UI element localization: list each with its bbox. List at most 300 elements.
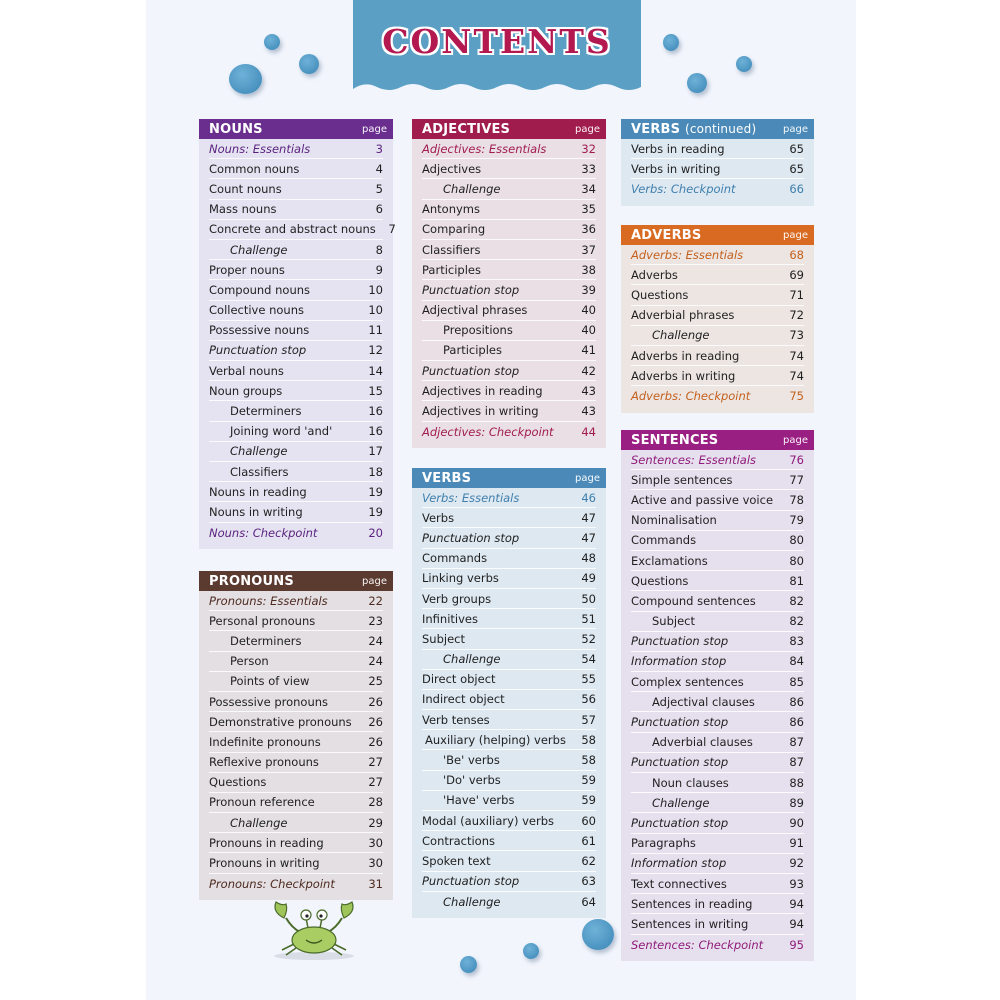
toc-entry[interactable] <box>422 361 596 381</box>
toc-entry[interactable] <box>209 631 383 651</box>
toc-entry-page: 61 <box>581 833 596 848</box>
page-column-label: page <box>783 434 808 446</box>
toc-entry-page: 51 <box>581 611 596 626</box>
section-adjectives <box>412 119 606 448</box>
toc-entry-label: Antonyms <box>422 202 480 217</box>
toc-entry-label: 'Have' verbs <box>443 793 515 808</box>
wave-edge <box>353 81 641 93</box>
toc-entry-label: Spoken text <box>422 853 491 868</box>
toc-entry[interactable] <box>422 260 596 280</box>
toc-entry[interactable] <box>631 935 804 955</box>
toc-entry[interactable] <box>631 139 804 159</box>
toc-entry-page: 26 <box>368 714 383 729</box>
toc-entry[interactable] <box>631 834 804 854</box>
toc-entry[interactable] <box>631 793 804 813</box>
toc-entry-label: Possessive pronouns <box>209 694 329 709</box>
toc-entry[interactable] <box>631 326 804 346</box>
toc-entry-label: Simple sentences <box>631 472 733 487</box>
toc-entry-label: Indefinite pronouns <box>209 734 321 749</box>
toc-entry[interactable] <box>631 753 804 773</box>
toc-entry-page: 82 <box>789 614 804 629</box>
toc-entry[interactable] <box>209 301 383 321</box>
bubble-decoration <box>687 73 707 93</box>
toc-entry[interactable] <box>422 791 596 811</box>
toc-entry-label: Adverbs: Checkpoint <box>631 389 751 404</box>
toc-entry[interactable] <box>631 712 804 732</box>
section-header <box>621 119 814 139</box>
page-column-label: page <box>362 575 387 587</box>
toc-entry-label: Challenge <box>652 328 710 343</box>
toc-entry-label: Pronouns: Essentials <box>209 593 328 608</box>
toc-entry[interactable] <box>422 280 596 300</box>
toc-entry-label: Questions <box>209 775 267 790</box>
toc-entry[interactable] <box>422 609 596 629</box>
toc-entry-page: 36 <box>581 222 596 237</box>
toc-entry-label: Adjectival clauses <box>652 694 755 709</box>
toc-entry-page: 78 <box>789 492 804 507</box>
toc-entry[interactable] <box>209 260 383 280</box>
toc-entry-label: Adverbs in writing <box>631 368 736 383</box>
toc-entry[interactable] <box>422 139 596 159</box>
section-header <box>199 571 393 591</box>
toc-entry[interactable] <box>422 690 596 710</box>
toc-entry-label: Nouns: Checkpoint <box>209 525 318 540</box>
toc-entry-label: Sentences: Essentials <box>631 452 757 467</box>
toc-entry-page: 57 <box>581 712 596 727</box>
toc-entry-label: Points of view <box>230 674 310 689</box>
toc-entry[interactable] <box>631 672 804 692</box>
toc-entry-label: Challenge <box>443 181 501 196</box>
toc-entry[interactable] <box>631 813 804 833</box>
toc-entry-page: 58 <box>581 753 596 768</box>
toc-entry-label: Prepositions <box>443 323 513 338</box>
toc-entry[interactable] <box>209 874 383 894</box>
toc-entry-page: 10 <box>368 282 383 297</box>
toc-entry[interactable] <box>209 712 383 732</box>
toc-entry[interactable] <box>209 381 383 401</box>
toc-entry-label: Adverbial clauses <box>652 735 753 750</box>
toc-entry[interactable] <box>422 629 596 649</box>
toc-entry-label: Adjectives: Essentials <box>422 141 547 156</box>
page-column-label: page <box>575 472 600 484</box>
toc-entry[interactable] <box>422 381 596 401</box>
toc-entry-page: 44 <box>581 424 596 439</box>
toc-entry-page: 8 <box>375 242 383 257</box>
toc-entry[interactable] <box>422 670 596 690</box>
toc-entry[interactable] <box>631 159 804 179</box>
toc-entry[interactable] <box>209 611 383 631</box>
toc-entry-label: Challenge <box>443 652 501 667</box>
toc-entry-page: 26 <box>368 694 383 709</box>
toc-entry[interactable] <box>209 341 383 361</box>
toc-entry[interactable] <box>631 179 804 199</box>
toc-entry-label: Infinitives <box>422 611 478 626</box>
toc-entry[interactable] <box>422 488 596 508</box>
toc-entry[interactable] <box>209 280 383 300</box>
page-column-label: page <box>575 123 600 135</box>
toc-entry[interactable] <box>422 872 596 892</box>
toc-entry-page: 32 <box>581 141 596 156</box>
toc-entry-label: Comparing <box>422 222 486 237</box>
toc-entry-label: Determiners <box>230 633 302 648</box>
toc-entry[interactable] <box>631 511 804 531</box>
toc-entry-label: Verbs: Essentials <box>422 490 520 505</box>
toc-entry-label: Information stop <box>631 856 727 871</box>
toc-entry[interactable] <box>422 771 596 791</box>
toc-entry-label: Exclamations <box>631 553 708 568</box>
toc-entry-label: Possessive nouns <box>209 323 310 338</box>
toc-entry-label: Reflexive pronouns <box>209 755 319 770</box>
toc-entry-label: Noun clauses <box>652 775 729 790</box>
toc-entry[interactable] <box>209 732 383 752</box>
page-title: CONTENTS <box>382 22 612 61</box>
toc-entry-label: Verbs: Checkpoint <box>631 182 736 197</box>
toc-entry[interactable] <box>422 589 596 609</box>
toc-entry[interactable] <box>631 366 804 386</box>
toc-entry-label: Adverbs: Essentials <box>631 247 744 262</box>
toc-entry[interactable] <box>209 422 383 442</box>
toc-entry-label: Pronouns in writing <box>209 856 320 871</box>
toc-entry-page: 37 <box>581 242 596 257</box>
toc-entry-page: 35 <box>581 202 596 217</box>
toc-entry-page: 71 <box>789 287 804 302</box>
toc-entry-page: 63 <box>581 874 596 889</box>
toc-entry-label: Adverbs in reading <box>631 348 740 363</box>
toc-entry-label: Information stop <box>631 654 727 669</box>
toc-entry-label: Sentences in writing <box>631 916 749 931</box>
toc-entry-label: Compound nouns <box>209 282 311 297</box>
toc-entry-label: Modal (auxiliary) verbs <box>422 813 554 828</box>
toc-entry[interactable] <box>422 422 596 442</box>
toc-entry-label: Challenge <box>230 444 288 459</box>
toc-entry-label: Determiners <box>230 404 302 419</box>
toc-entry[interactable] <box>209 813 383 833</box>
toc-entry[interactable] <box>631 285 804 305</box>
toc-entry-label: Punctuation stop <box>422 282 520 297</box>
toc-entry-label: Noun groups <box>209 383 283 398</box>
toc-entry[interactable] <box>631 531 804 551</box>
toc-entry[interactable] <box>631 346 804 366</box>
toc-entry[interactable] <box>422 650 596 670</box>
toc-entry-label: Subject <box>422 631 465 646</box>
section-title: NOUNS <box>209 121 263 137</box>
toc-entry-page: 38 <box>581 262 596 277</box>
bubble-decoration <box>736 56 752 72</box>
section-header <box>621 430 814 450</box>
toc-entry[interactable] <box>631 306 804 326</box>
section-title: ADJECTIVES <box>422 121 511 137</box>
toc-entry-label: Verb tenses <box>422 712 490 727</box>
toc-entry-page: 31 <box>368 876 383 891</box>
toc-entry-label: Mass nouns <box>209 202 277 217</box>
toc-entry-page: 4 <box>375 161 383 176</box>
toc-entry-page: 7 <box>388 222 396 237</box>
toc-entry[interactable] <box>209 462 383 482</box>
toc-entry-label: Nouns in reading <box>209 484 307 499</box>
toc-entry-label: Punctuation stop <box>631 715 729 730</box>
toc-entry-page: 56 <box>581 692 596 707</box>
toc-entry[interactable] <box>631 386 804 406</box>
toc-entry-page: 64 <box>581 894 596 909</box>
toc-entry[interactable] <box>209 773 383 793</box>
toc-entry-label: Classifiers <box>230 464 289 479</box>
toc-entry-label: Questions <box>631 287 689 302</box>
page-column-label: page <box>783 123 808 135</box>
section-title: ADVERBS <box>631 227 702 243</box>
section-nouns <box>199 119 396 549</box>
toc-entry-label: Common nouns <box>209 161 300 176</box>
toc-entry-page: 16 <box>368 404 383 419</box>
toc-entry-label: Complex sentences <box>631 674 744 689</box>
toc-entry-page: 6 <box>375 202 383 217</box>
toc-entry[interactable] <box>422 159 596 179</box>
toc-entry[interactable] <box>209 200 383 220</box>
toc-entry[interactable] <box>209 139 383 159</box>
toc-entry[interactable] <box>422 851 596 871</box>
toc-entry-page: 46 <box>581 490 596 505</box>
bubble-decoration <box>299 54 319 74</box>
toc-entry-page: 20 <box>368 525 383 540</box>
toc-entry-label: Demonstrative pronouns <box>209 714 352 729</box>
toc-entry-page: 87 <box>789 735 804 750</box>
toc-entry-page: 82 <box>789 593 804 608</box>
toc-entry[interactable] <box>422 831 596 851</box>
toc-entry-page: 69 <box>789 267 804 282</box>
toc-entry[interactable] <box>209 853 383 873</box>
toc-entry-label: Paragraphs <box>631 836 696 851</box>
toc-entry[interactable] <box>209 159 383 179</box>
toc-entry-label: Participles <box>422 262 481 277</box>
toc-entry-label: Verbs in reading <box>631 141 725 156</box>
toc-entry-page: 10 <box>368 303 383 318</box>
toc-entry[interactable] <box>422 750 596 770</box>
page-column-label: page <box>362 123 387 135</box>
toc-entry[interactable] <box>631 450 804 470</box>
toc-entry-page: 93 <box>789 876 804 891</box>
toc-entry-page: 40 <box>581 323 596 338</box>
toc-entry[interactable] <box>631 914 804 934</box>
toc-entry[interactable] <box>422 730 596 750</box>
toc-entry-page: 50 <box>581 591 596 606</box>
toc-entry[interactable] <box>209 753 383 773</box>
title-banner <box>353 0 641 92</box>
toc-entry[interactable] <box>209 652 383 672</box>
toc-entry-label: Questions <box>631 573 689 588</box>
toc-entry[interactable] <box>631 265 804 285</box>
toc-entry[interactable] <box>209 240 383 260</box>
toc-entry-label: 'Do' verbs <box>443 773 501 788</box>
toc-entry[interactable] <box>422 549 596 569</box>
toc-entry[interactable] <box>422 179 596 199</box>
toc-entry-page: 40 <box>581 303 596 318</box>
toc-entry[interactable] <box>631 490 804 510</box>
toc-entry[interactable] <box>631 470 804 490</box>
toc-entry-label: 'Be' verbs <box>443 753 500 768</box>
toc-entry-page: 95 <box>789 937 804 952</box>
toc-entry-page: 24 <box>368 633 383 648</box>
toc-entry-label: Pronouns: Checkpoint <box>209 876 335 891</box>
toc-entry-label: Adjectives in reading <box>422 383 543 398</box>
toc-entry-label: Challenge <box>652 795 710 810</box>
section-pronouns <box>199 571 393 900</box>
toc-entry-page: 84 <box>789 654 804 669</box>
toc-entry-label: Commands <box>631 533 697 548</box>
toc-entry[interactable] <box>209 401 383 421</box>
toc-entry[interactable] <box>209 321 383 341</box>
toc-entry-page: 55 <box>581 672 596 687</box>
section-verbs-continued <box>621 119 814 206</box>
toc-entry[interactable] <box>631 733 804 753</box>
bubble-decoration <box>582 919 614 950</box>
toc-entry[interactable] <box>209 482 383 502</box>
bubble-decoration <box>264 34 280 50</box>
bubble-decoration <box>523 943 539 959</box>
toc-entry-page: 85 <box>789 674 804 689</box>
section-subtitle: (continued) <box>684 121 757 136</box>
toc-entry[interactable] <box>422 341 596 361</box>
toc-entry[interactable] <box>631 874 804 894</box>
section-title <box>631 122 756 137</box>
toc-entry-page: 19 <box>368 504 383 519</box>
toc-entry-label: Verbs <box>422 510 455 525</box>
section-header <box>621 225 814 245</box>
toc-entry[interactable] <box>422 508 596 528</box>
toc-entry-page: 76 <box>789 452 804 467</box>
toc-entry[interactable] <box>422 710 596 730</box>
toc-entry[interactable] <box>209 220 396 240</box>
toc-entry-page: 26 <box>368 734 383 749</box>
toc-entry-page: 16 <box>368 424 383 439</box>
toc-entry-label: Proper nouns <box>209 262 285 277</box>
toc-entry-label: Contractions <box>422 833 495 848</box>
toc-entry[interactable] <box>631 571 804 591</box>
toc-entry[interactable] <box>209 833 383 853</box>
toc-entry-page: 34 <box>581 181 596 196</box>
toc-entry-label: Punctuation stop <box>422 363 520 378</box>
toc-entry-label: Punctuation stop <box>631 755 729 770</box>
toc-entry-page: 73 <box>789 328 804 343</box>
toc-entry-page: 43 <box>581 383 596 398</box>
toc-entry[interactable] <box>631 854 804 874</box>
toc-entry-page: 18 <box>368 464 383 479</box>
crab-icon <box>262 898 366 960</box>
toc-entry-page: 54 <box>581 652 596 667</box>
toc-entry-label: Verb groups <box>422 591 492 606</box>
toc-entry[interactable] <box>631 692 804 712</box>
toc-entry[interactable] <box>209 672 383 692</box>
toc-entry-label: Verbs in writing <box>631 161 721 176</box>
toc-entry-label: Punctuation stop <box>422 874 520 889</box>
toc-entry[interactable] <box>631 245 804 265</box>
toc-entry[interactable] <box>631 652 804 672</box>
toc-entry[interactable] <box>422 569 596 589</box>
toc-entry[interactable] <box>422 528 596 548</box>
toc-entry-label: Compound sentences <box>631 593 756 608</box>
toc-entry-page: 22 <box>368 593 383 608</box>
toc-entry[interactable] <box>422 301 596 321</box>
toc-entry[interactable] <box>631 591 804 611</box>
toc-entry-page: 43 <box>581 404 596 419</box>
toc-entry[interactable] <box>209 793 383 813</box>
toc-entry-page: 30 <box>368 835 383 850</box>
section-sentences <box>621 430 814 961</box>
toc-entry-page: 58 <box>581 732 596 747</box>
toc-entry[interactable] <box>422 892 596 912</box>
toc-entry-label: Linking verbs <box>422 571 499 586</box>
toc-entry-label: Count nouns <box>209 181 282 196</box>
toc-entry-label: Nouns: Essentials <box>209 141 311 156</box>
toc-entry-label: Adjectives <box>422 161 482 176</box>
toc-entry[interactable] <box>422 200 596 220</box>
toc-entry-label: Adverbs <box>631 267 678 282</box>
toc-entry-page: 65 <box>789 161 804 176</box>
toc-entry-page: 19 <box>368 484 383 499</box>
toc-entry-page: 49 <box>581 571 596 586</box>
toc-entry-page: 86 <box>789 694 804 709</box>
toc-entry-page: 60 <box>581 813 596 828</box>
toc-entry[interactable] <box>422 240 596 260</box>
toc-entry-page: 52 <box>581 631 596 646</box>
toc-entry-page: 42 <box>581 363 596 378</box>
toc-entry-page: 94 <box>789 916 804 931</box>
toc-entry-label: Punctuation stop <box>631 634 729 649</box>
toc-entry-page: 23 <box>368 613 383 628</box>
toc-entry-label: Personal pronouns <box>209 613 316 628</box>
toc-entry[interactable] <box>631 612 804 632</box>
toc-entry-page: 83 <box>789 634 804 649</box>
bubble-decoration <box>460 956 477 973</box>
section-title: SENTENCES <box>631 432 719 448</box>
toc-entry[interactable] <box>422 811 596 831</box>
page-column-label: page <box>783 229 808 241</box>
toc-entry-label: Classifiers <box>422 242 481 257</box>
toc-entry-label: Text connectives <box>631 876 727 891</box>
toc-entry[interactable] <box>209 523 383 543</box>
toc-entry[interactable] <box>422 220 596 240</box>
toc-entry[interactable] <box>209 361 383 381</box>
toc-entry-label: Adverbial phrases <box>631 308 735 323</box>
toc-entry[interactable] <box>209 442 383 462</box>
toc-entry[interactable] <box>631 632 804 652</box>
toc-entry-label: Verbal nouns <box>209 363 284 378</box>
toc-entry-page: 5 <box>375 181 383 196</box>
toc-entry-page: 25 <box>368 674 383 689</box>
section-header <box>412 119 606 139</box>
toc-entry[interactable] <box>209 692 383 712</box>
toc-entry[interactable] <box>209 502 383 522</box>
toc-entry-page: 12 <box>368 343 383 358</box>
toc-entry-page: 81 <box>789 573 804 588</box>
toc-entry-label: Adjectives in writing <box>422 404 539 419</box>
toc-entry[interactable] <box>631 773 804 793</box>
toc-entry[interactable] <box>209 591 383 611</box>
toc-list <box>621 245 814 407</box>
toc-entry[interactable] <box>631 551 804 571</box>
toc-entry[interactable] <box>631 894 804 914</box>
toc-entry-label: Collective nouns <box>209 303 304 318</box>
toc-entry-page: 27 <box>368 755 383 770</box>
section-title-main: VERBS <box>631 121 681 137</box>
toc-entry-page: 66 <box>789 182 804 197</box>
toc-entry-label: Sentences in reading <box>631 896 753 911</box>
toc-entry-page: 15 <box>368 383 383 398</box>
toc-entry-page: 89 <box>789 795 804 810</box>
toc-list <box>199 139 396 543</box>
toc-entry[interactable] <box>422 321 596 341</box>
toc-entry[interactable] <box>209 179 383 199</box>
toc-entry[interactable] <box>422 401 596 421</box>
toc-entry-page: 88 <box>789 775 804 790</box>
